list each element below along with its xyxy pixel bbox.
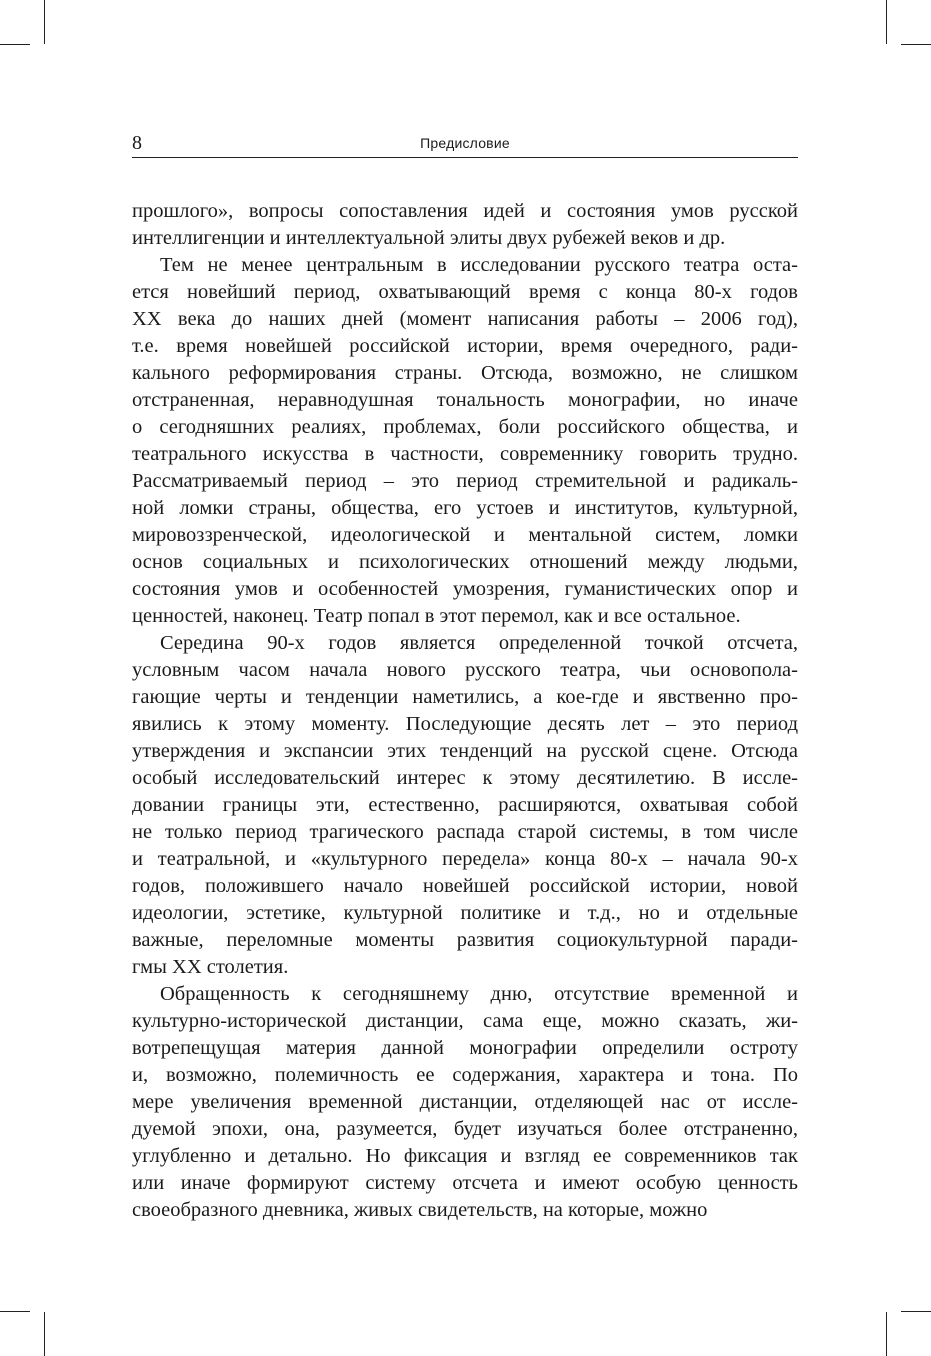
paragraph (132, 981, 798, 1224)
text-line: особый исследовательский интерес к этому десятилетию. В иссле- (132, 767, 798, 789)
crop-mark-bottom-left-h (0, 1311, 30, 1312)
text-line: не только период трагического распада старой системы, в том числе (132, 821, 798, 843)
crop-mark-bottom-right (886, 1312, 887, 1356)
text-line: театрального искусства в частности, современнику говорить трудно. (132, 443, 798, 465)
text-line: мере увеличения временной дистанции, отделяющей нас от иссле- (132, 1091, 798, 1113)
text-line: углубленно и детально. Но фиксация и взгляд ее современников так (132, 1145, 798, 1167)
paragraph (132, 630, 798, 981)
text-line: т.е. время новейшей российской истории, время очередного, ради- (132, 335, 798, 357)
crop-mark-bottom-right-h (901, 1311, 931, 1312)
text-line: и театральной, и «культурного передела» конца 80-х – начала 90-х (132, 848, 798, 870)
page-header (132, 130, 798, 156)
page-number: 8 (132, 132, 142, 154)
crop-mark-top-left-h (0, 44, 30, 45)
text-line: условным часом начала нового русского театра, чьи основопола- (132, 659, 798, 681)
text-line: культурно-исторической дистанции, сама еще, можно сказать, жи- (132, 1010, 798, 1032)
text-line: о сегодняшних реалиях, проблемах, боли российского общества, и (132, 416, 798, 438)
text-line: гающие черты и тенденции наметились, а кое-где и явственно про- (132, 686, 798, 708)
text-line: гмы XX столетия. (132, 956, 289, 978)
text-line: состояния умов и особенностей умозрения, гуманистических опор и (132, 578, 798, 600)
body-text (132, 198, 798, 1224)
text-line: Обращенность к сегодняшнему дню, отсутствие временной и (160, 983, 798, 1005)
text-line: интеллигенции и интеллектуальной элиты двух рубежей веков и др. (132, 227, 726, 249)
text-line: прошлого», вопросы сопоставления идей и состояния умов русской (132, 200, 798, 222)
text-line: XX века до наших дней (момент написания работы – 2006 год), (132, 308, 798, 330)
text-line: вотрепещущая материя данной монографии определили остроту (132, 1037, 798, 1059)
text-line: своеобразного дневника, живых свидетельств, на которые, можно (132, 1199, 708, 1221)
text-line: важные, переломные моменты развития социокультурной паради- (132, 929, 798, 951)
crop-mark-top-left (44, 0, 45, 44)
text-line: кального реформирования страны. Отсюда, возможно, не слишком (132, 362, 798, 384)
text-line: явились к этому моменту. Последующие десять лет – это период (132, 713, 798, 735)
crop-mark-bottom-left (44, 1312, 45, 1356)
text-line: дуемой эпохи, она, разумеется, будет изучаться более отстраненно, (132, 1118, 798, 1140)
crop-mark-top-right-h (901, 44, 931, 45)
paragraph (132, 252, 798, 630)
text-line: годов, положившего начало новейшей российской истории, новой (132, 875, 798, 897)
text-line: ется новейший период, охватывающий время с конца 80-х годов (132, 281, 798, 303)
text-line: идеологии, эстетике, культурной политике и т.д., но и отдельные (132, 902, 798, 924)
text-line: ной ломки страны, общества, его устоев и институтов, культурной, (132, 497, 798, 519)
text-line: мировоззренческой, идеологической и ментальной систем, ломки (132, 524, 798, 546)
header-rule (132, 157, 798, 158)
text-line: Тем не менее центральным в исследовании русского театра оста- (160, 254, 798, 276)
text-line: отстраненная, неравнодушная тональность монографии, но иначе (132, 389, 798, 411)
text-line: довании границы эти, естественно, расширяются, охватывая собой (132, 794, 798, 816)
paragraph (132, 198, 798, 252)
running-title: Предисловие (420, 135, 510, 151)
crop-mark-top-right (886, 0, 887, 44)
text-line: ценностей, наконец. Театр попал в этот перемол, как и все остальное. (132, 605, 741, 627)
text-line: Рассматриваемый период – это период стремительной и радикаль- (132, 470, 798, 492)
text-line: и, возможно, полемичность ее содержания, характера и тона. По (132, 1064, 798, 1086)
text-line: или иначе формируют систему отсчета и имеют особую ценность (132, 1172, 798, 1194)
text-line: Середина 90-х годов является определенной точкой отсчета, (160, 632, 798, 654)
text-line: утверждения и экспансии этих тенденций на русской сцене. Отсюда (132, 740, 798, 762)
text-line: основ социальных и психологических отношений между людьми, (132, 551, 798, 573)
